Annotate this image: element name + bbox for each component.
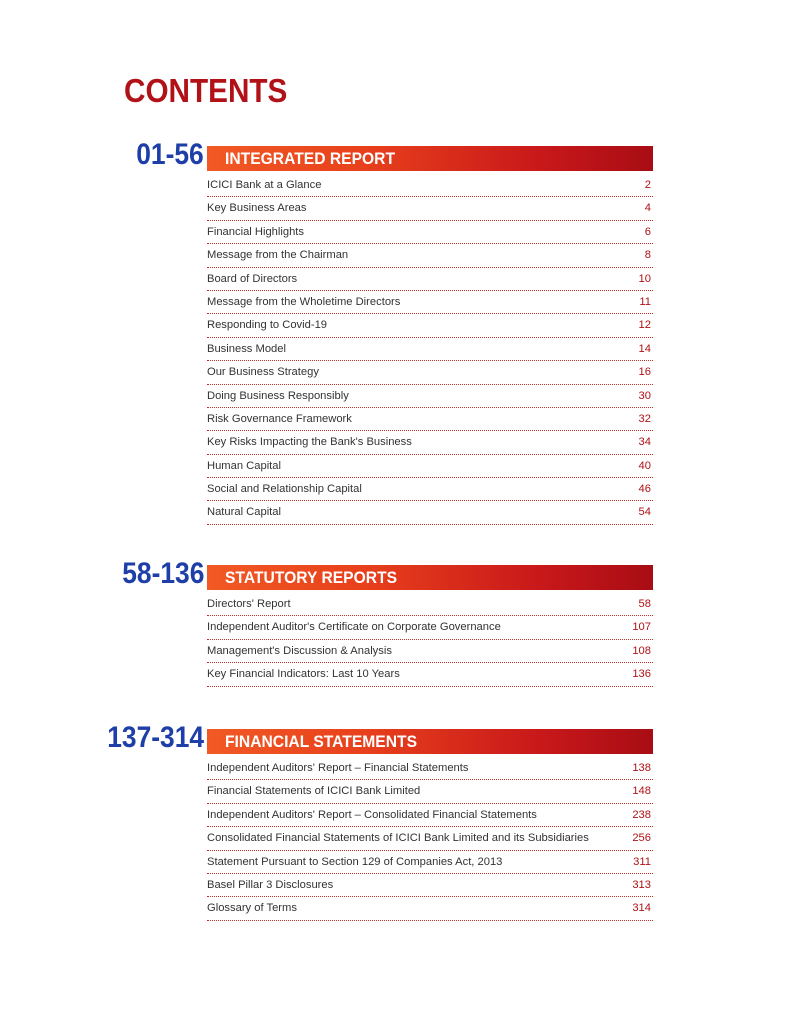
toc-entry-page-number: 313 — [632, 878, 651, 891]
toc-entry[interactable] — [207, 593, 653, 616]
toc-entry-title: Key Risks Impacting the Bank's Business — [207, 436, 412, 449]
toc-entry[interactable] — [207, 478, 653, 501]
toc-list — [207, 757, 653, 921]
toc-entry-title: Management's Discussion & Analysis — [207, 644, 392, 657]
section-banner — [207, 565, 653, 590]
toc-entry[interactable] — [207, 851, 653, 874]
toc-entry-page-number: 14 — [638, 342, 651, 355]
toc-entry-page-number: 107 — [632, 621, 651, 634]
section-heading: STATUTORY REPORTS — [225, 568, 398, 587]
toc-entry[interactable] — [207, 897, 653, 920]
toc-entry-title: Key Financial Indicators: Last 10 Years — [207, 668, 400, 681]
toc-entry[interactable] — [207, 385, 653, 408]
toc-entry-page-number: 58 — [638, 598, 651, 610]
toc-entry-title: Message from the Wholetime Directors — [207, 295, 401, 308]
toc-entry-title: Doing Business Responsibly — [207, 389, 349, 402]
toc-entry[interactable] — [207, 291, 653, 314]
toc-entry-page-number: 40 — [638, 459, 651, 472]
toc-entry-page-number: 238 — [632, 808, 651, 821]
toc-entry-page-number: 10 — [638, 272, 651, 285]
toc-entry-page-number: 138 — [632, 762, 651, 774]
toc-entry[interactable] — [207, 338, 653, 361]
toc-entry-title: Statement Pursuant to Section 129 of Companies Act, 2013 — [207, 855, 503, 868]
toc-entry-title: Financial Highlights — [207, 225, 305, 238]
toc-entry-title: Business Model — [207, 342, 286, 355]
toc-entry-title: Social and Relationship Capital — [207, 483, 362, 496]
toc-list — [207, 174, 653, 525]
toc-entry-page-number: 2 — [644, 179, 651, 191]
toc-entry-page-number: 311 — [633, 855, 651, 868]
toc-entry-page-number: 4 — [644, 202, 651, 215]
toc-entry-page-number: 314 — [632, 902, 651, 915]
toc-entry[interactable] — [207, 268, 653, 291]
toc-entry-page-number: 136 — [632, 668, 651, 681]
toc-entry[interactable] — [207, 197, 653, 220]
toc-entry-title: Financial Statements of ICICI Bank Limited — [207, 785, 421, 798]
section-heading: FINANCIAL STATEMENTS — [225, 732, 418, 751]
toc-entry[interactable] — [207, 361, 653, 384]
toc-entry-title: Independent Auditors' Report – Financial Statements — [207, 762, 469, 774]
toc-entry-page-number: 34 — [638, 436, 651, 449]
toc-entry-page-number: 16 — [638, 366, 651, 379]
toc-entry[interactable] — [207, 640, 653, 663]
toc-entry-title: Our Business Strategy — [207, 366, 319, 379]
toc-entry-title: Natural Capital — [207, 506, 281, 519]
toc-entry-page-number: 108 — [632, 644, 651, 657]
page-title: CONTENTS — [124, 72, 288, 109]
toc-entry-page-number: 6 — [644, 225, 651, 238]
toc-entry-title: Key Business Areas — [207, 202, 307, 215]
toc-entry-title: Glossary of Terms — [207, 902, 297, 915]
toc-entry-title: Message from the Chairman — [207, 249, 349, 262]
toc-list — [207, 593, 653, 687]
toc-entry[interactable] — [207, 501, 653, 524]
toc-entry[interactable] — [207, 244, 653, 267]
toc-entry[interactable] — [207, 174, 653, 197]
toc-entry[interactable] — [207, 827, 653, 850]
toc-entry-title: Risk Governance Framework — [207, 412, 352, 425]
toc-entry[interactable] — [207, 663, 653, 686]
toc-entry-title: Independent Auditors' Report – Consolidated Financial Statements — [207, 808, 537, 821]
section-banner — [207, 729, 653, 754]
toc-entry-page-number: 11 — [639, 295, 651, 308]
section-heading: INTEGRATED REPORT — [225, 149, 396, 168]
toc-entry-title: Basel Pillar 3 Disclosures — [207, 878, 334, 891]
section-banner — [207, 146, 653, 171]
toc-entry-title: Consolidated Financial Statements of ICICI Bank Limited and its Subsidiaries — [207, 832, 589, 845]
toc-entry[interactable] — [207, 314, 653, 337]
section-page-range: 01-56 — [136, 138, 204, 171]
toc-entry[interactable] — [207, 757, 653, 780]
toc-entry[interactable] — [207, 874, 653, 897]
toc-entry-page-number: 32 — [638, 412, 651, 425]
toc-entry[interactable] — [207, 455, 653, 478]
toc-entry[interactable] — [207, 780, 653, 803]
toc-entry-title: Responding to Covid-19 — [207, 319, 328, 332]
toc-entry[interactable] — [207, 431, 653, 454]
toc-entry[interactable] — [207, 408, 653, 431]
toc-entry-title: Human Capital — [207, 459, 281, 472]
toc-entry[interactable] — [207, 221, 653, 244]
toc-entry[interactable] — [207, 804, 653, 827]
toc-entry[interactable] — [207, 616, 653, 639]
toc-entry-page-number: 148 — [632, 785, 651, 798]
toc-entry-page-number: 54 — [638, 506, 651, 519]
toc-entry-title: Board of Directors — [207, 272, 298, 285]
toc-entry-page-number: 46 — [638, 483, 651, 496]
toc-entry-page-number: 30 — [638, 389, 651, 402]
toc-entry-title: Directors' Report — [207, 598, 291, 610]
toc-entry-page-number: 12 — [638, 319, 651, 332]
section-page-range: 137-314 — [107, 721, 204, 754]
toc-entry-page-number: 8 — [644, 249, 651, 262]
toc-entry-title: ICICI Bank at a Glance — [207, 179, 322, 191]
toc-entry-title: Independent Auditor's Certificate on Corporate Governance — [207, 621, 501, 634]
toc-entry-page-number: 256 — [632, 832, 651, 845]
section-page-range: 58-136 — [121, 557, 204, 590]
